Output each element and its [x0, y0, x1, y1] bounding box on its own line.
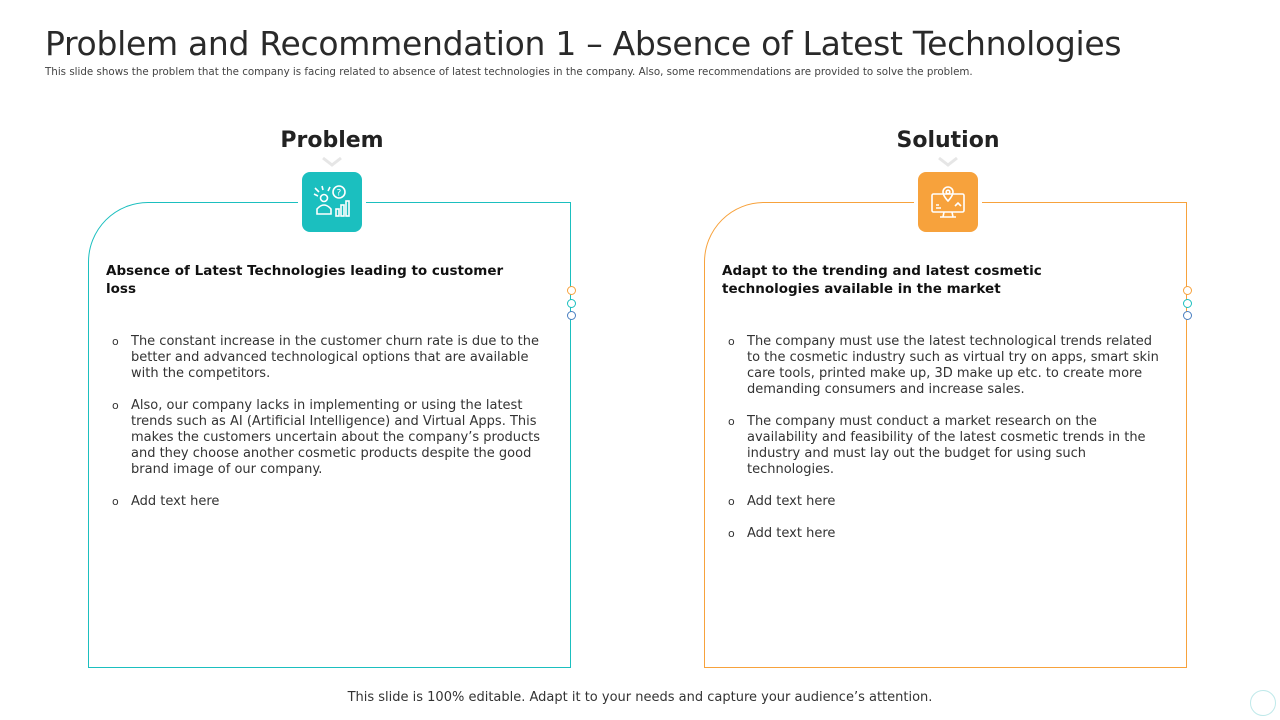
- dot-teal: [1183, 299, 1192, 308]
- list-item: o Add text here: [112, 494, 220, 509]
- slide-title: Problem and Recommendation 1 – Absence of Latest Technologies: [45, 24, 1122, 63]
- problem-bullet-list: [106, 334, 546, 526]
- solution-heading: Solution: [896, 128, 1000, 153]
- solution-chevron-icon: [937, 156, 959, 168]
- slide-subtitle: This slide shows the problem that the company is facing related to absence of latest technologies in the company. Also, some recommendations are provided to solve the problem.: [45, 66, 973, 78]
- list-item: o Also, our company lacks in implementing or using the latest trends such as AI (Artificial Intelligence) and Virtual Apps. This makes the customers uncertain about the company’s products and they choose another cosmetic products despite the good brand image of our company.: [112, 398, 541, 477]
- problem-icon-box: [302, 172, 362, 232]
- monitor-location-icon: [929, 184, 967, 220]
- dot-orange: [567, 286, 576, 295]
- dot-orange: [1183, 286, 1192, 295]
- problem-chevron-icon: [321, 156, 343, 168]
- dot-teal: [567, 299, 576, 308]
- solution-bullet-list: [722, 334, 1162, 558]
- dot-blue: [567, 311, 576, 320]
- problem-heading: Problem: [280, 128, 384, 153]
- solution-card-title: Adapt to the trending and latest cosmetic technologies available in the market: [722, 263, 1042, 297]
- list-item: o Add text here: [728, 526, 836, 541]
- list-item: o The company must use the latest technological trends related to the cosmetic industry such as virtual try on apps, smart skin care tools, printed make up, 3D make up etc. to create more demanding consumers and increase sales.: [728, 334, 1159, 397]
- solution-icon-box: [918, 172, 978, 232]
- solution-decorative-dots: [1183, 286, 1192, 324]
- footer-note: This slide is 100% editable. Adapt it to your needs and capture your audience’s attention.: [347, 690, 933, 705]
- list-item: o Add text here: [728, 494, 836, 509]
- svg-text:?: ?: [336, 188, 342, 199]
- corner-circle-decoration: [1250, 690, 1276, 716]
- problem-decorative-dots: [567, 286, 576, 324]
- technology-analysis-icon: [312, 184, 352, 220]
- problem-card-title: Absence of Latest Technologies leading to customer loss: [106, 263, 504, 297]
- list-item: o The constant increase in the customer churn rate is due to the better and advanced technological options that are available with the competitors.: [112, 334, 539, 381]
- dot-blue: [1183, 311, 1192, 320]
- list-item: o The company must conduct a market research on the availability and feasibility of the latest cosmetic trends in the industry and must lay out the budget for using such technologies.: [728, 414, 1146, 477]
